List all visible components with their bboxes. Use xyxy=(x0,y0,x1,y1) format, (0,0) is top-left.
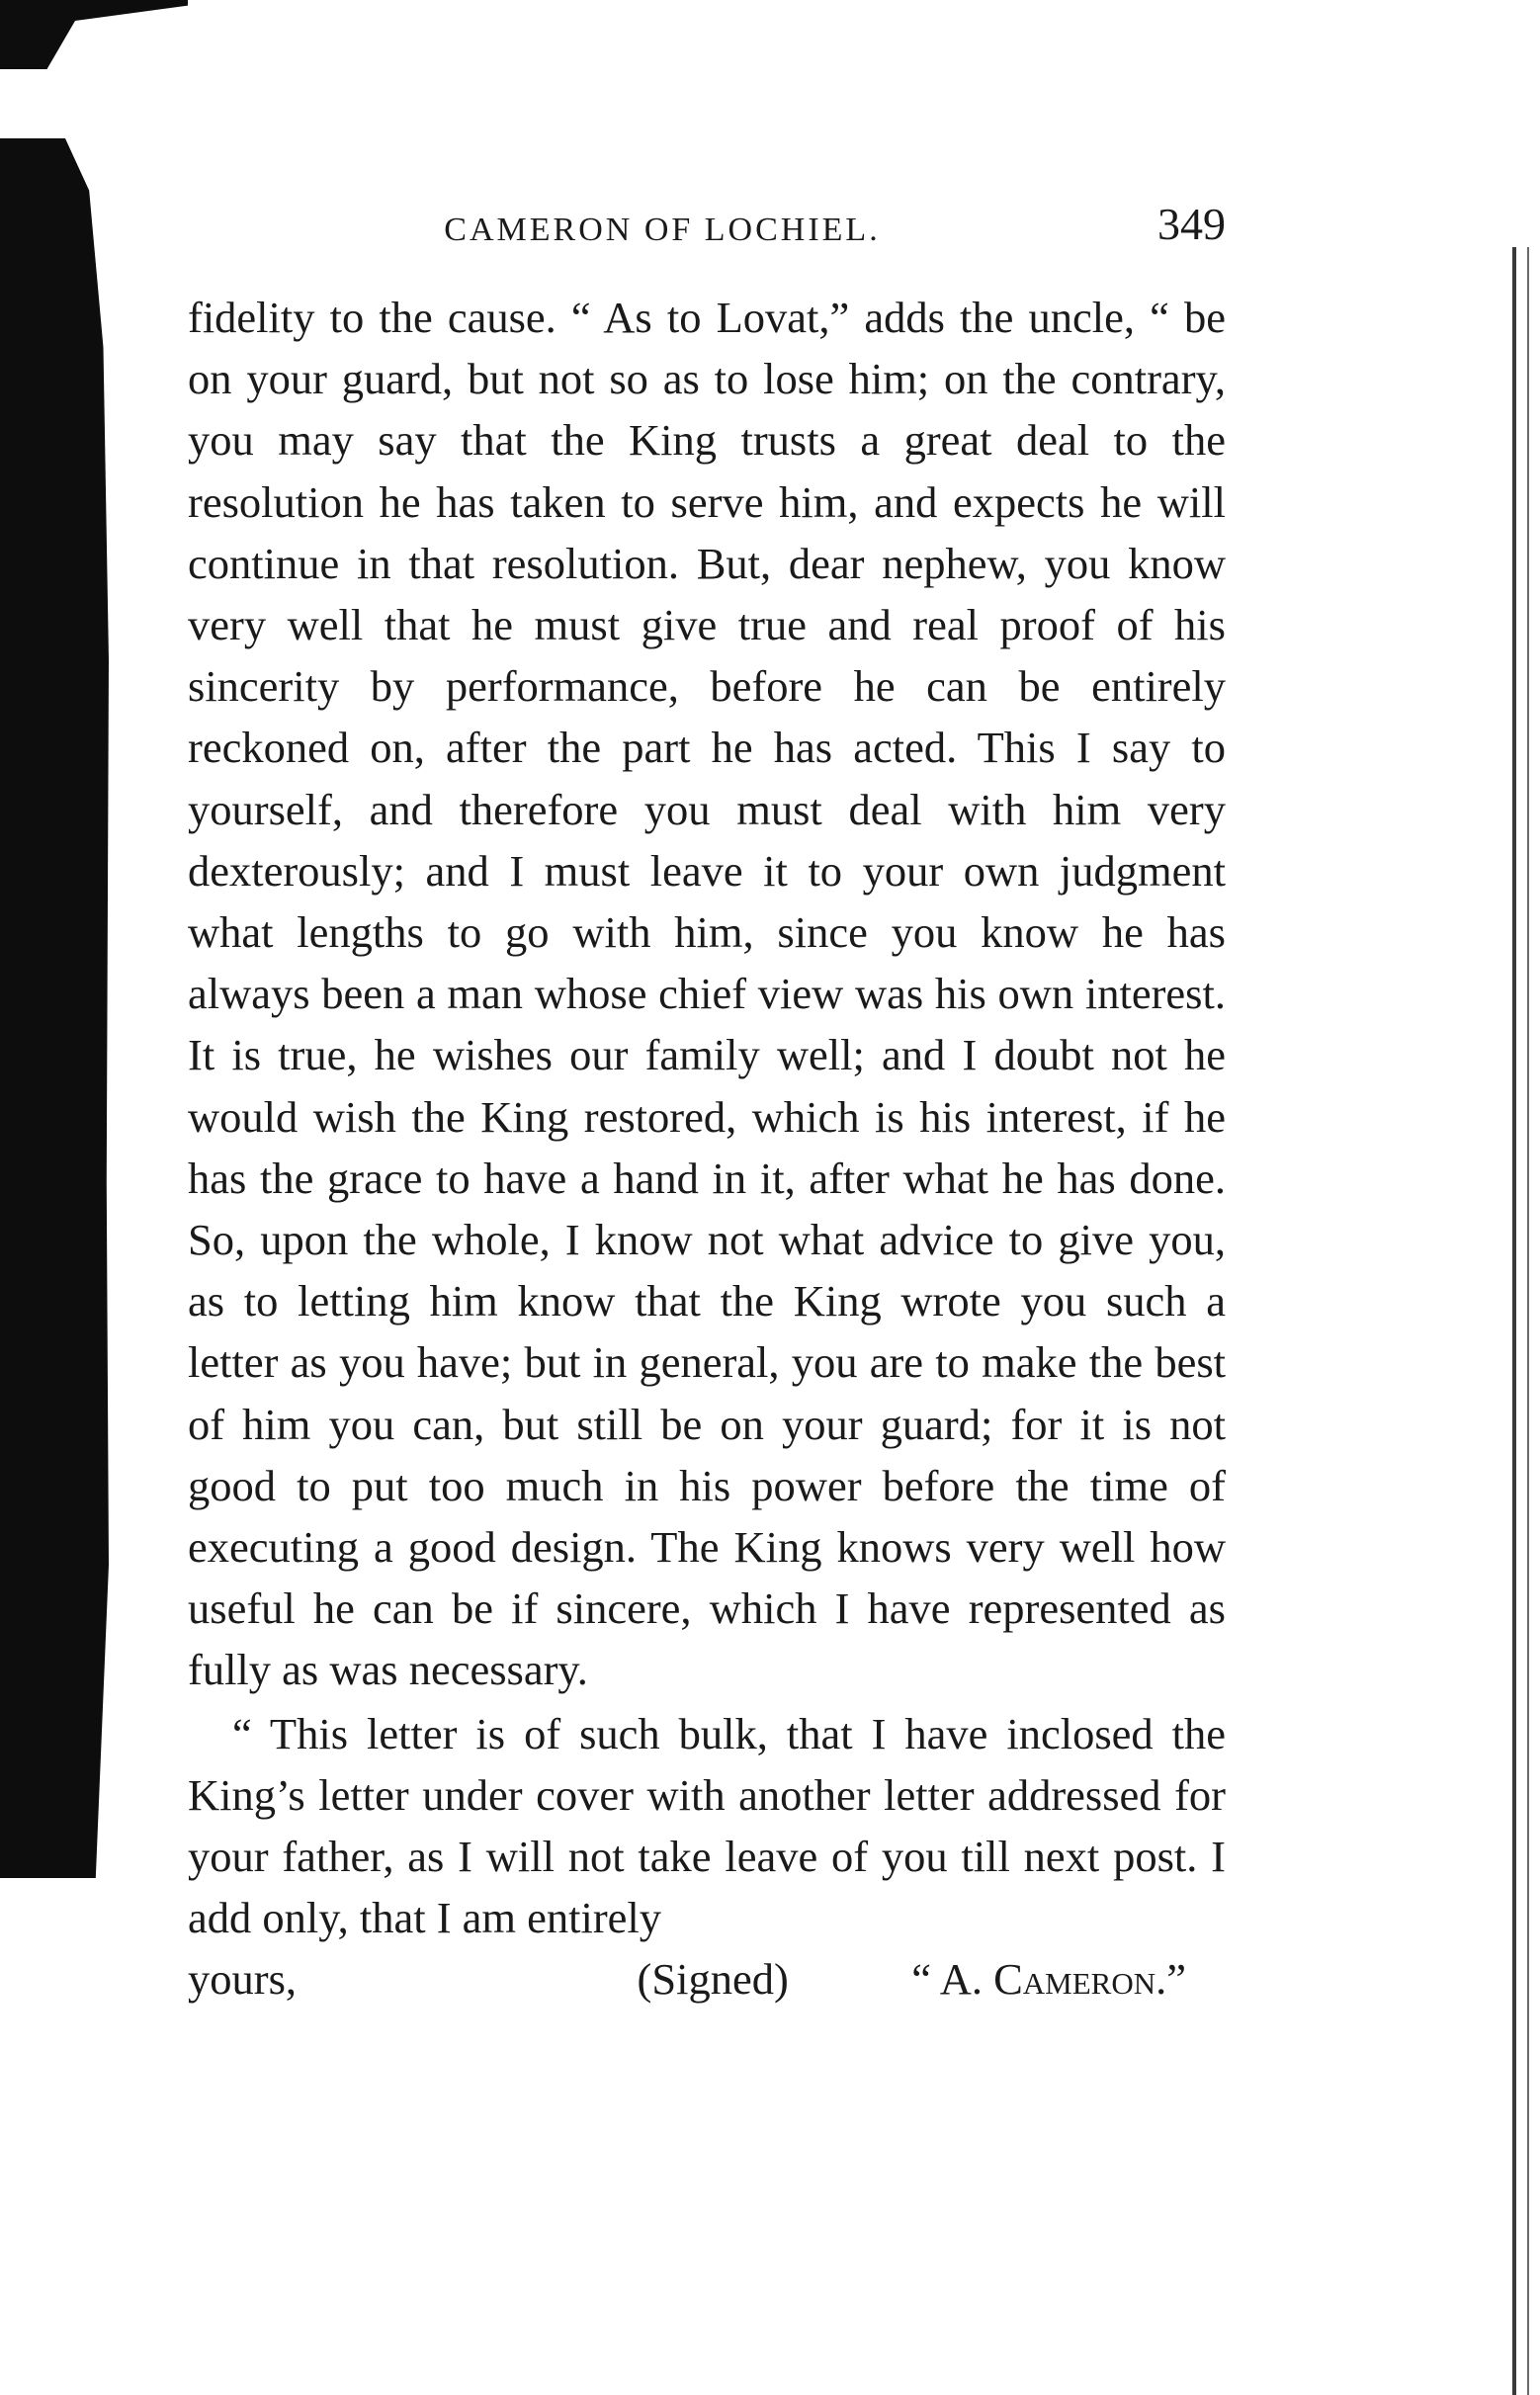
closing-word: yours, xyxy=(188,1954,298,2005)
body-text xyxy=(188,287,1226,2010)
scan-corner-mark xyxy=(0,0,188,69)
paragraph-1: fidelity to the cause. “ As to Lovat,” adds the uncle, “ be on your guard, but not so as to lose him; on the contrary, you may say that the King trusts a great deal to the resolution he has taken to serve him, and expects he will continue in that resolution. But, dear nephew, you know very well that he must give true and real proof of his sincerity by performance, before he can be entirely reckoned on, after the part he has acted. This I say to yourself, and therefore you must deal with him very dexterously; and I must leave it to your own judgment what lengths to go with him, since you know he has always been a man whose chief view was his own interest. It is true, he wishes our family well; and I doubt not he would wish the King restored, which is his interest, if he has the grace to have a hand in it, after what he has done. So, upon the whole, I know not what advice to give you, as to letting him know that the King wrote you such a letter as you have; but in general, you are to make the best of him you can, but still be on your guard; for it is not good to put too much in his power before the time of executing a good design. The King knows very well how useful he can be if sincere, which I have represented as fully as was necessary. xyxy=(188,293,1226,1695)
page-number: 349 xyxy=(1157,199,1226,249)
signature: “ A. Cameron.” xyxy=(911,1954,1186,2005)
signed-label: (Signed) xyxy=(637,1954,789,2005)
scan-right-edge-line xyxy=(1512,247,1516,2395)
letter-closing xyxy=(188,1948,1226,2010)
book-page xyxy=(188,198,1226,2010)
running-title: CAMERON OF LOCHIEL. xyxy=(444,212,881,248)
scan-right-edge-line-thin xyxy=(1527,247,1529,2395)
running-head xyxy=(188,198,1226,267)
scan-left-edge-shadow xyxy=(0,138,109,1878)
paragraph-2: “ This letter is of such bulk, that I have inclosed the King’s letter under cover with another letter addressed for your father, as I will not take leave of you till next post. I add only, that I am entirely xyxy=(188,1708,1226,1943)
